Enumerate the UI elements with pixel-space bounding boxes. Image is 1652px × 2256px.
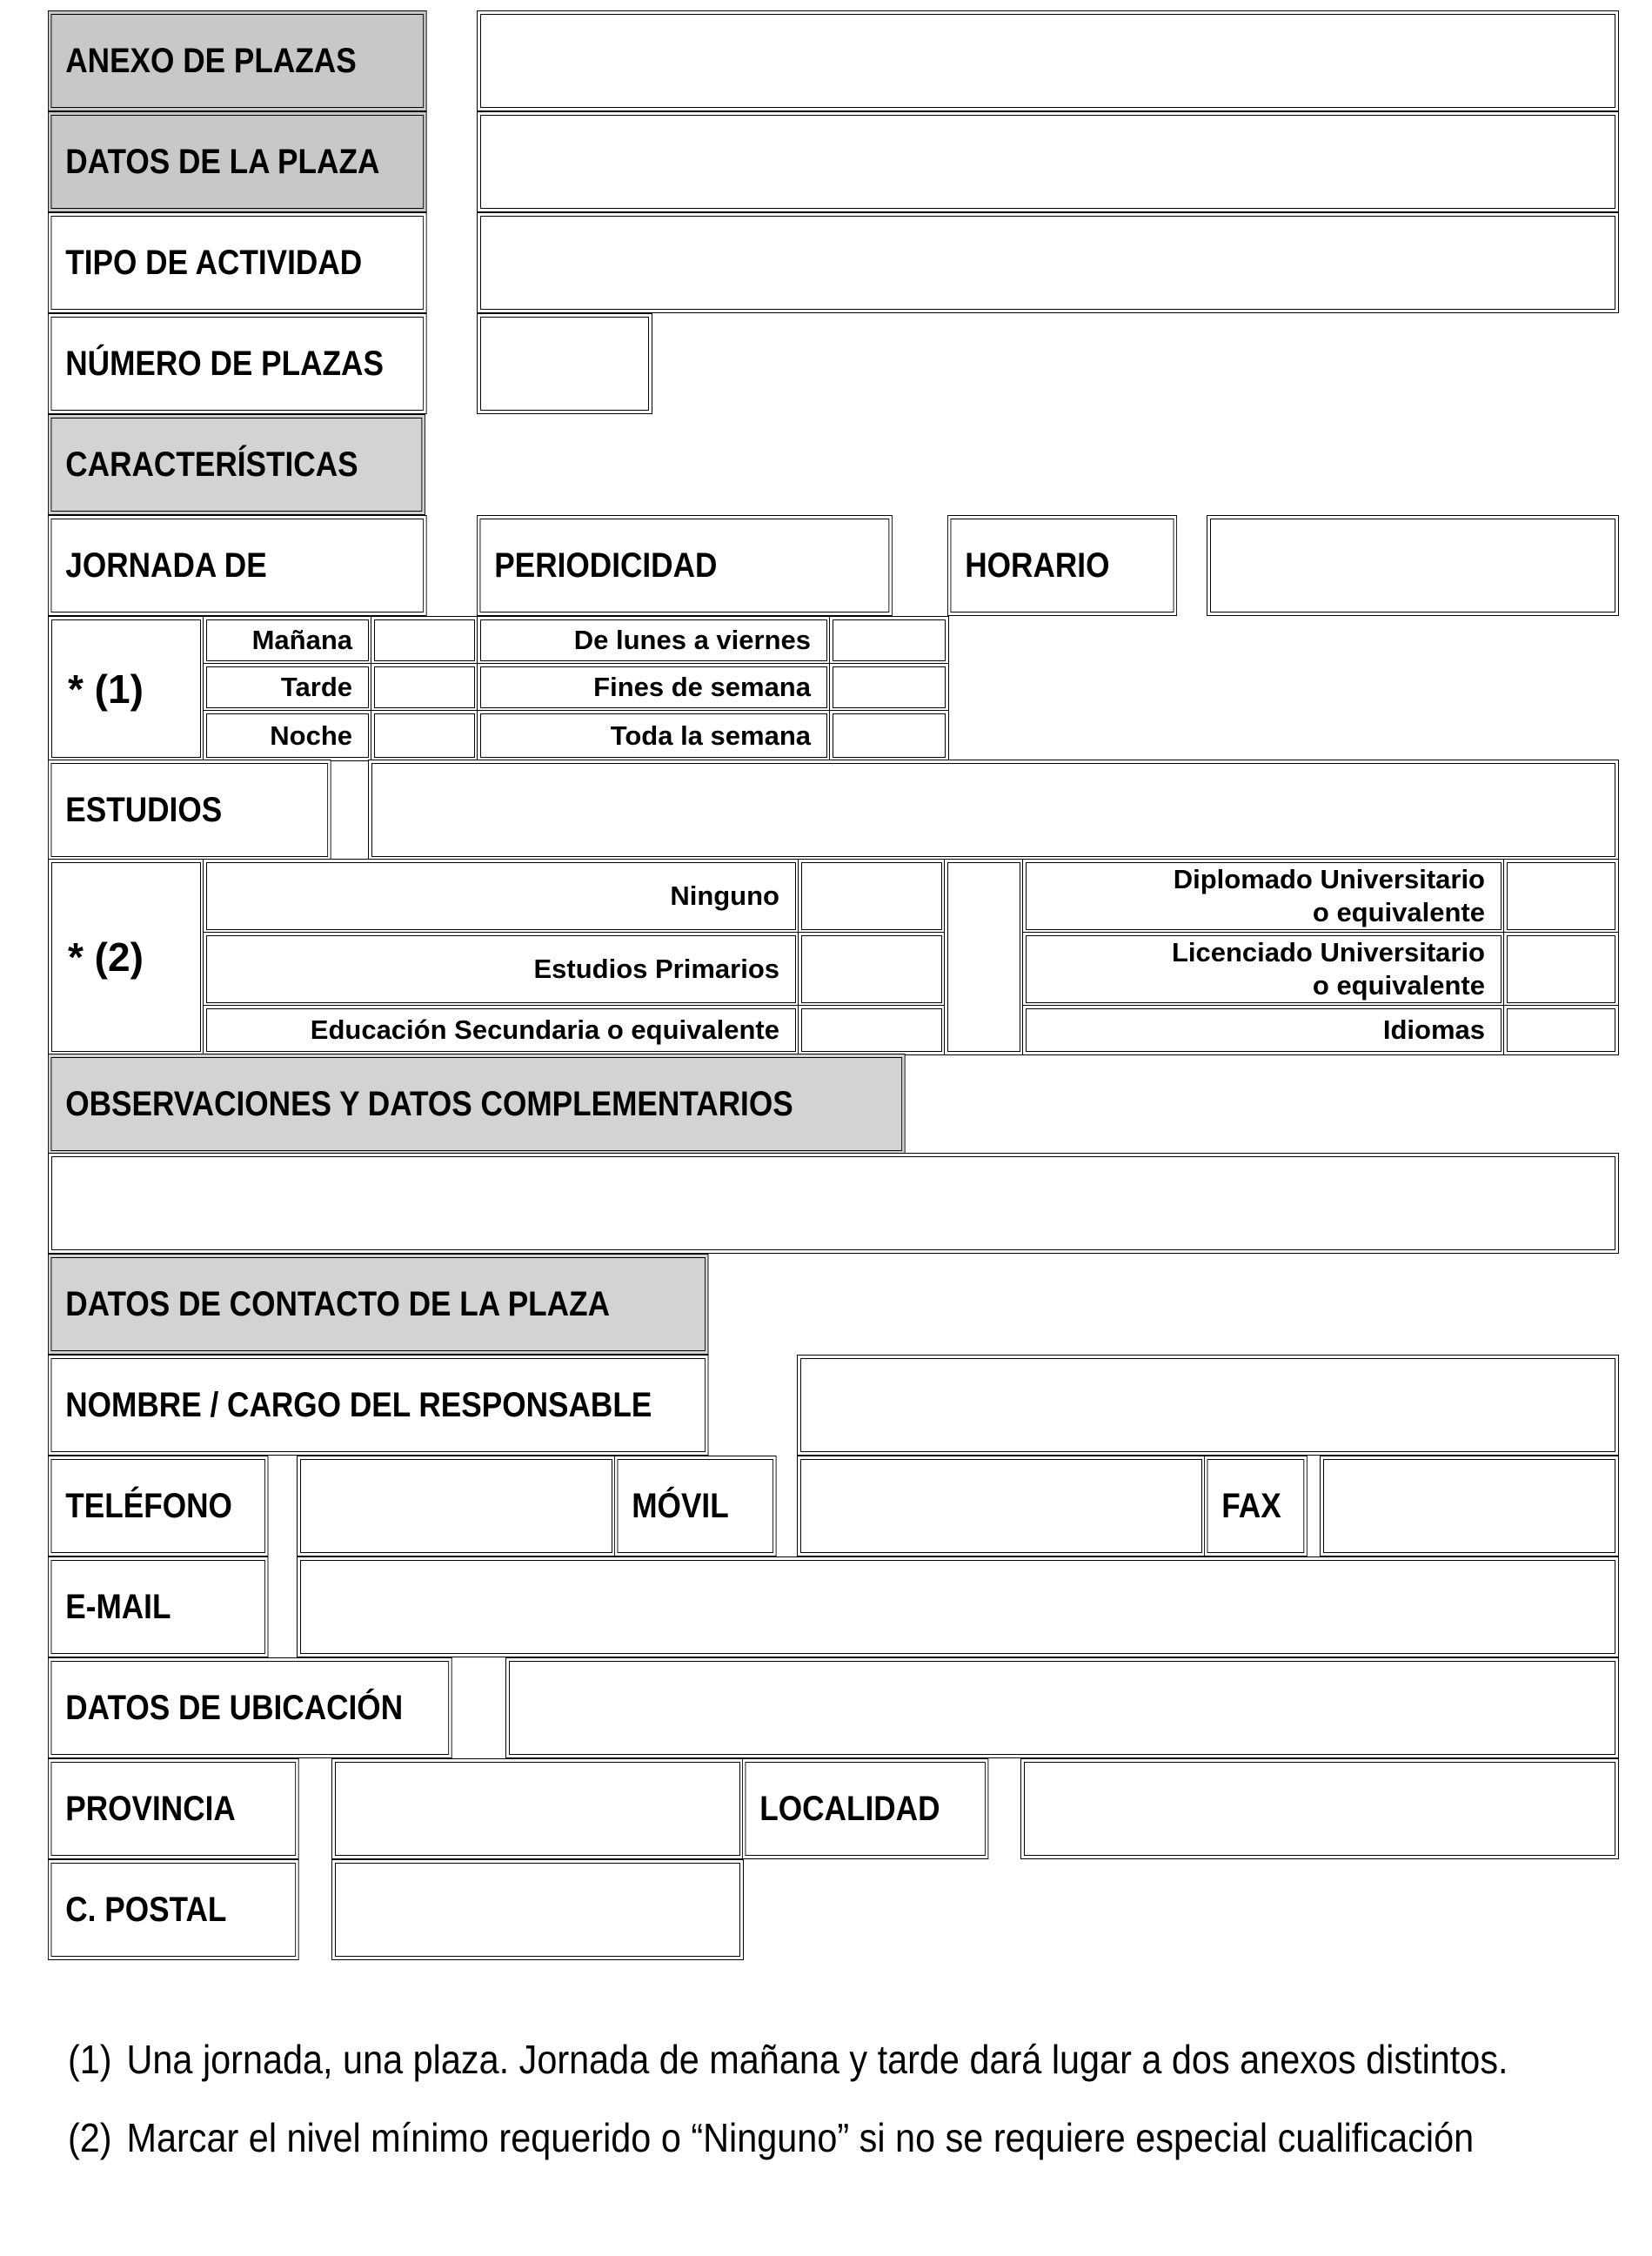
provincia-field[interactable]: [331, 1758, 744, 1859]
estudios-option-ninguno: Ninguno: [203, 859, 799, 934]
tipo-actividad-label: TIPO DE ACTIVIDAD: [48, 212, 427, 313]
estudios-option-secundaria: Educación Secundaria o equivalente: [203, 1005, 799, 1055]
contacto-label: DATOS DE CONTACTO DE LA PLAZA: [48, 1254, 708, 1355]
horario-label: HORARIO: [947, 515, 1177, 616]
note1-marker: * (1): [48, 616, 204, 761]
numero-plazas-field[interactable]: [477, 313, 652, 414]
periodicidad-fines-semana-checkbox[interactable]: [829, 663, 949, 712]
responsable-field[interactable]: [797, 1355, 1619, 1456]
note2-marker: * (2): [48, 859, 204, 1055]
provincia-label: PROVINCIA: [48, 1758, 299, 1859]
periodicidad-toda-semana-checkbox[interactable]: [829, 710, 949, 761]
numero-plazas-label: NÚMERO DE PLAZAS: [48, 313, 427, 414]
fax-field[interactable]: [1320, 1456, 1619, 1556]
postal-label: C. POSTAL: [48, 1859, 299, 1960]
jornada-option-tarde: Tarde: [203, 663, 372, 712]
localidad-label: LOCALIDAD: [742, 1758, 988, 1859]
movil-field[interactable]: [797, 1456, 1206, 1556]
anexo-field[interactable]: [477, 10, 1619, 111]
periodicidad-option-fines-semana: Fines de semana: [477, 663, 831, 712]
jornada-noche-checkbox[interactable]: [371, 710, 478, 761]
jornada-manana-checkbox[interactable]: [371, 616, 478, 665]
ubicacion-label: DATOS DE UBICACIÓN: [48, 1657, 452, 1758]
estudios-idiomas-checkbox[interactable]: [1503, 1005, 1619, 1055]
email-field[interactable]: [297, 1556, 1619, 1657]
periodicidad-option-toda-semana: Toda la semana: [477, 710, 831, 761]
estudios-secundaria-checkbox[interactable]: [798, 1005, 946, 1055]
jornada-de-label: JORNADA DE: [48, 515, 427, 616]
estudios-licenciado-checkbox[interactable]: [1503, 932, 1619, 1007]
telefono-label: TELÉFONO: [48, 1456, 268, 1556]
estudios-ninguno-checkbox[interactable]: [798, 859, 946, 934]
caracteristicas-label: CARACTERÍSTICAS: [48, 414, 425, 515]
estudios-separator: [944, 859, 1024, 1055]
estudios-option-primarios: Estudios Primarios: [203, 932, 799, 1007]
estudios-diplomado-checkbox[interactable]: [1503, 859, 1619, 934]
fax-label: FAX: [1204, 1456, 1308, 1556]
observaciones-label: OBSERVACIONES Y DATOS COMPLEMENTARIOS: [48, 1054, 906, 1155]
observaciones-field[interactable]: [48, 1153, 1619, 1254]
tipo-actividad-field[interactable]: [477, 212, 1619, 313]
periodicidad-lunes-viernes-checkbox[interactable]: [829, 616, 949, 665]
anexo-label: ANEXO DE PLAZAS: [48, 10, 427, 111]
estudios-primarios-checkbox[interactable]: [798, 932, 946, 1007]
horario-field[interactable]: [1207, 515, 1619, 616]
jornada-tarde-checkbox[interactable]: [371, 663, 478, 712]
footnote-1: (1) Una jornada, una plaza. Jornada de mañana y tarde dará lugar a dos anexos distintos.: [68, 2037, 1508, 2082]
telefono-field[interactable]: [297, 1456, 616, 1556]
periodicidad-option-lunes-viernes: De lunes a viernes: [477, 616, 831, 665]
periodicidad-label: PERIODICIDAD: [477, 515, 893, 616]
jornada-option-noche: Noche: [203, 710, 372, 761]
estudios-option-licenciado: Licenciado Universitario o equivalente: [1022, 932, 1505, 1007]
estudios-option-idiomas: Idiomas: [1022, 1005, 1505, 1055]
datos-plaza-field[interactable]: [477, 111, 1619, 212]
estudios-field[interactable]: [368, 760, 1619, 860]
estudios-label: ESTUDIOS: [48, 760, 331, 860]
responsable-label: NOMBRE / CARGO DEL RESPONSABLE: [48, 1355, 708, 1456]
email-label: E-MAIL: [48, 1556, 268, 1657]
datos-plaza-label: DATOS DE LA PLAZA: [48, 111, 427, 212]
estudios-option-diplomado: Diplomado Universitario o equivalente: [1022, 859, 1505, 934]
ubicacion-field[interactable]: [505, 1657, 1619, 1758]
localidad-field[interactable]: [1020, 1758, 1619, 1859]
movil-label: MÓVIL: [614, 1456, 777, 1556]
footnote-2: (2) Marcar el nivel mínimo requerido o “Ninguno” si no se requiere especial cualificación: [68, 2115, 1475, 2160]
jornada-option-manana: Mañana: [203, 616, 372, 665]
postal-field[interactable]: [331, 1859, 744, 1960]
